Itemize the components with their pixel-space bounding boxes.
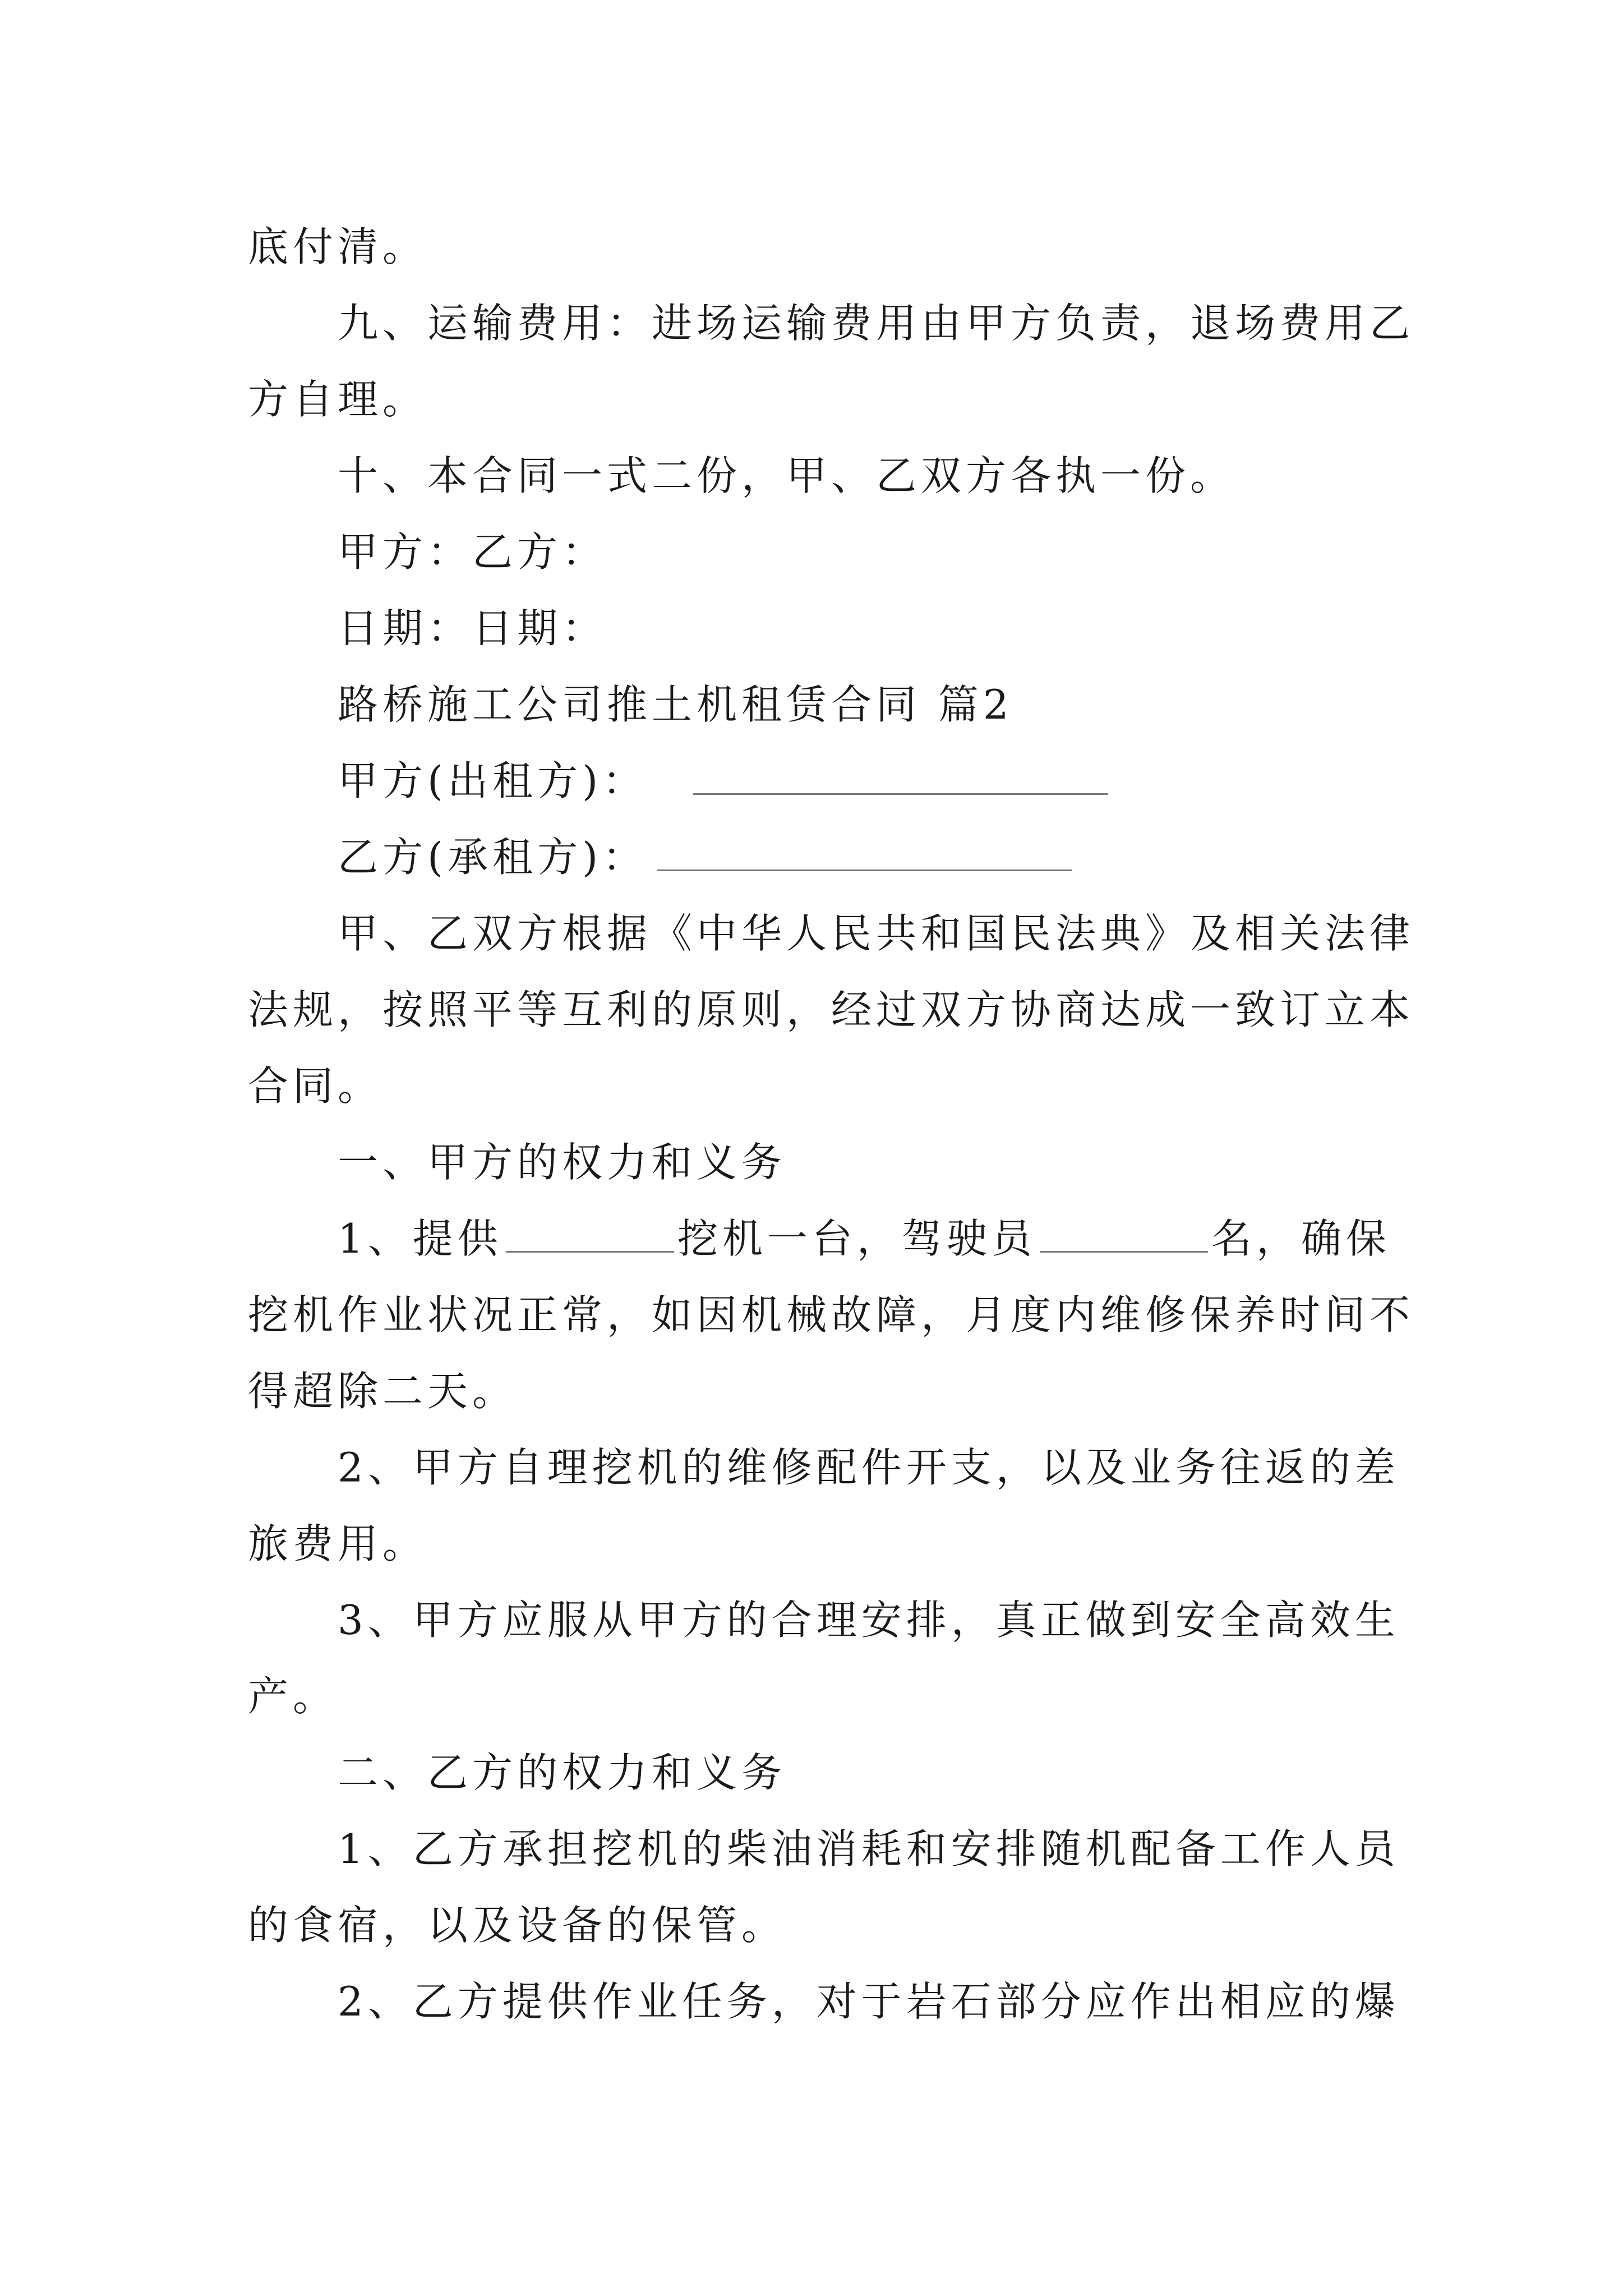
preamble-line: 法规，按照平等互利的原则，经过双方协商达成一致订立本 [248,986,1415,1033]
item-a1-part2: 挖机一台，驾驶员 [677,1215,1036,1262]
item-a3-line: 3、甲方应服从甲方的合理安排，真正做到安全高效生 [338,1596,1400,1644]
preamble-line: 甲、乙双方根据《中华人民共和国民法典》及相关法律 [338,910,1415,957]
paragraph-line: 得超除二天。 [248,1368,518,1415]
signature-dates-line: 日期：日期： [338,605,607,652]
item-a1-part3: 名，确保 [1211,1215,1391,1262]
lessee-label: 乙方(承租方)： [338,834,648,881]
item-b1-line: 1、乙方承担挖机的柴油消耗和安排随机配备工作人员 [338,1825,1400,1872]
item-a2-line: 2、甲方自理挖机的维修配件开支，以及业务往返的差 [338,1444,1400,1491]
driver-count-blank[interactable] [1040,1206,1208,1253]
excavator-model-blank[interactable] [506,1206,674,1253]
paragraph-line: 方自理。 [248,376,428,423]
document-page [248,209,1415,2040]
section-heading-party-b: 二、乙方的权力和义务 [338,1749,787,1796]
paragraph-line: 挖机作业状况正常，如因机械故障，月度内维修保养时间不 [248,1291,1415,1338]
item-a1-line [248,1200,1391,1277]
paragraph-line: 产。 [248,1673,338,1720]
paragraph-line: 旅费用。 [248,1520,428,1567]
section-heading-party-a: 一、甲方的权力和义务 [338,1139,787,1186]
contract-title: 路桥施工公司推土机租赁合同 篇2 [338,681,1013,728]
lessor-blank-field[interactable] [693,748,1108,795]
paragraph-line: 的食宿，以及设备的保管。 [248,1902,787,1949]
lessee-blank-field[interactable] [657,825,1072,871]
clause-ten-line: 十、本合同一式二份，甲、乙双方各执一份。 [338,452,1235,499]
paragraph-line: 底付清。 [248,223,428,270]
lessor-line [248,743,1386,819]
item-b2-line: 2、乙方提供作业任务，对于岩石部分应作出相应的爆 [338,1978,1400,2025]
clause-nine-line: 九、运输费用：进场运输费用由甲方负责，退场费用乙 [338,300,1415,347]
lessor-label: 甲方(出租方)： [338,757,648,804]
signature-parties-line: 甲方：乙方： [338,528,607,576]
lessee-line [248,819,1386,895]
preamble-line: 合同。 [248,1062,383,1110]
item-a1-part1: 1、提供 [338,1215,502,1262]
